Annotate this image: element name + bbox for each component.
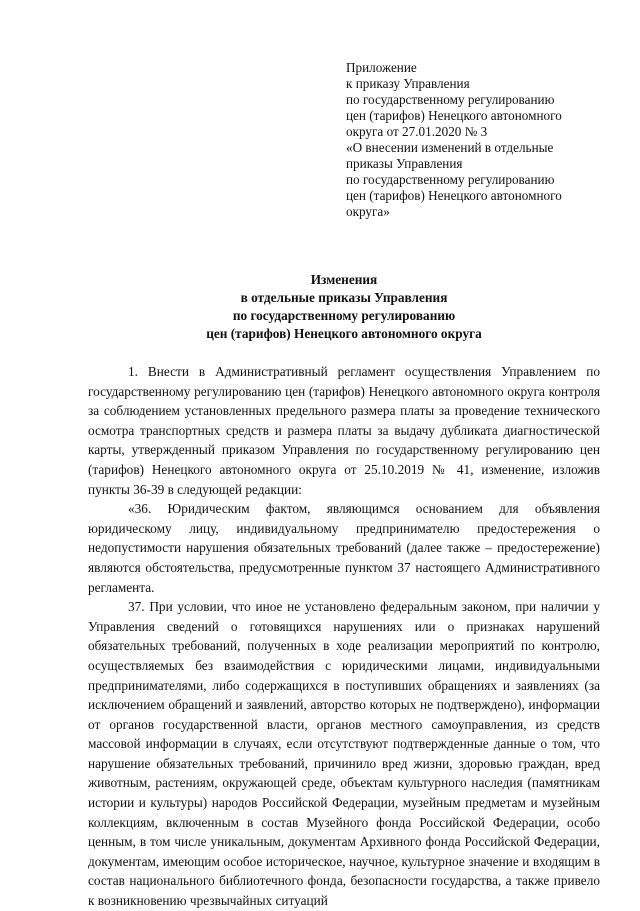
annex-line: приказы Управления (346, 156, 463, 171)
annex-line: Приложение (346, 60, 417, 75)
paragraph-item-1: 1. Внести в Административный регламент осуществления Управлением по государственному регулированию цен (тарифов) Ненецкого автономного округа контроля за соблюдением установленных предельного размера платы за проведение технического осмотра транспортных средств и размера платы за выдачу дубликата диагностической карты, утвержденный приказом Управления по государственному регулированию цен (тарифов) Ненецкого автономного округа от 25.10.2019 № 41, изменение, изложив пункты 36-39 в следующей редакции: (88, 364, 600, 497)
title-line: цен (тарифов) Ненецкого автономного округа (206, 326, 482, 341)
annex-header (346, 60, 606, 220)
paragraph-item-37: 37. При условии, что иное не установлено федеральным законом, при наличии у Управления сведений о готовящихся нарушениях или о признаках нарушений обязательных требований, полученных в ходе реализации мероприятий по контролю, осуществляемых без взаимодействия с юридическими лицами, индивидуальными предпринимателями, либо содержащихся в поступивших обращениях и заявлениях (за исключением обращений и заявлений, авторство которых не подтверждено), информации от органов государственной власти, органов местного самоуправления, из средств массовой информации в случаях, если отсутствуют подтвержденные данные о том, что нарушение обязательных требований, причинило вред жизни, здоровью граждан, вред животным, растениям, окружающей среде, объектам культурного наследия (памятникам истории и культуры) народов Российской Федерации, музейным предметам и музейным коллекциям, включенным в состав Музейного фонда Российской Федерации, особо ценным, в том числе уникальным, документам Архивного фонда Российской Федерации, документам, имеющим особое историческое, научное, культурное значение и входящим в состав национального библиотечного фонда, безопасности государства, а также привело к возникновению чрезвычайных ситуаций (88, 599, 600, 909)
annex-line: округа от 27.01.2020 № 3 (346, 124, 488, 139)
annex-line: «О внесении изменений в отдельные (346, 140, 554, 155)
paragraph-item-36: «36. Юридическим фактом, являющимся основанием для объявления юридическому лицу, индивидуальному предпринимателю предостережения о недопустимости нарушения обязательных требований (далее также – предостережение) являются обстоятельства, предусмотренные пунктом 37 настоящего Административного регламента. (88, 501, 600, 595)
document-title (88, 271, 600, 343)
annex-line: по государственному регулированию (346, 92, 555, 107)
document-body (88, 362, 600, 911)
annex-line: цен (тарифов) Ненецкого автономного (346, 188, 562, 203)
title-line: в отдельные приказы Управления (240, 290, 448, 305)
annex-line: цен (тарифов) Ненецкого автономного (346, 108, 562, 123)
title-line: Изменения (310, 272, 378, 287)
title-line: по государственному регулированию (232, 308, 456, 323)
annex-line: к приказу Управления (346, 76, 470, 91)
annex-line: округа» (346, 204, 390, 219)
annex-line: по государственному регулированию (346, 172, 555, 187)
